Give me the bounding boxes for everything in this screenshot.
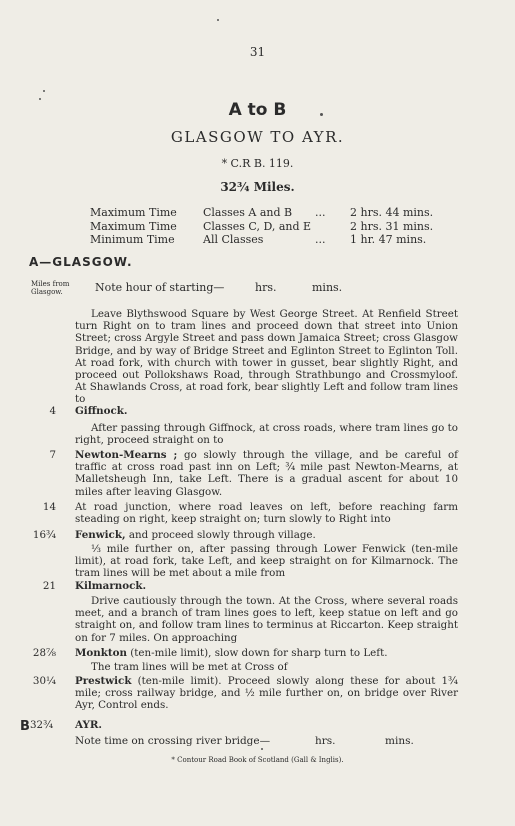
time-label: Maximum Time [90, 206, 177, 219]
time-classes: Classes A and B [203, 206, 293, 219]
end-time-note [75, 735, 414, 747]
place-name: Giffnock. [75, 405, 128, 417]
directions: Drive cautiously through the town. At the Cross, where several roads meet, and a branch of tram lines goes to left, keep statue on left and go straight on, and follow tram lines to terminus at Riccarton. Keep straight on for 7 miles. On approaching [75, 595, 458, 644]
page-number: 31 [249, 45, 266, 59]
route-title: GLASGOW TO AYR. [170, 128, 345, 146]
directions-text: (ten-mile limit). Proceed slowly along these for about 1¾ mile; cross railway bridge, and ½ mile further on, on bridge over River Ayr, Control ends. [75, 675, 458, 712]
directions [75, 647, 458, 659]
place-name: Prestwick [75, 675, 132, 687]
miles-from-label [31, 280, 69, 296]
time-classes: Classes C, D, and E [203, 219, 312, 233]
directions: The tram lines will be met at Cross of [91, 661, 288, 673]
end-hrs: hrs. [315, 735, 336, 747]
time-label: Minimum Time [90, 233, 175, 246]
place-name: Monkton [75, 647, 127, 659]
heading: A to B [228, 100, 287, 120]
crb-reference: * C.R B. 119. [221, 157, 294, 170]
mile-marker: 14 [42, 501, 56, 513]
speck [320, 113, 323, 116]
directions: After passing through Giffnock, at cross roads, where tram lines go to right, proceed straight on to [75, 422, 458, 447]
time-label: Maximum Time [90, 219, 177, 233]
miles-from-line: Glasgow. [31, 288, 63, 296]
directions [75, 675, 458, 712]
mile-marker: 7 [49, 449, 56, 461]
time-duration: 1 hr. 47 mins. [350, 233, 427, 246]
place-name: Fenwick, [75, 529, 126, 541]
start-mins: mins. [312, 281, 343, 294]
directions [75, 449, 458, 498]
start-note-text: Note hour of starting— [95, 281, 225, 294]
speck [217, 19, 219, 21]
mile-marker: 4 [49, 405, 56, 417]
mile-marker: 16¾ [32, 529, 56, 541]
miles-from-line: Miles from [31, 280, 70, 288]
mile-marker: 21 [42, 580, 56, 592]
place-name: Kilmarnock. [75, 580, 147, 592]
time-classes: All Classes [203, 233, 264, 246]
speck [261, 748, 263, 750]
mile-marker: 32¾ [30, 719, 54, 731]
mile-marker: 28⅞ [32, 647, 56, 659]
place-name: AYR. [75, 719, 102, 731]
speck [43, 90, 45, 92]
speck [39, 98, 41, 100]
end-mins: mins. [385, 735, 414, 747]
directions-text: go slowly through the village, and be careful of traffic at cross road past inn on Left; ¾ mile past Newton-Mearns, at Malletsheugh Inn, take Left. There is a gradual ascent for about 10 miles after leaving Glasgow. [75, 449, 458, 498]
time-dots: ... [315, 206, 326, 219]
section-a-heading: A—GLASGOW. [29, 255, 133, 269]
directions [75, 529, 458, 541]
place-name: Newton-Mearns ; [75, 449, 178, 461]
directions: ⅓ mile further on, after passing through Lower Fenwick (ten-mile limit), at road fork, take Left, and keep straight on for Kilmarnock. The tram lines will be met about a mile from [75, 543, 458, 580]
time-duration: 2 hrs. 31 mins. [350, 219, 434, 233]
directions-text: (ten-mile limit), slow down for sharp turn to Left. [127, 647, 388, 659]
footnote: * Contour Road Book of Scotland (Gall & Inglis). [171, 756, 344, 764]
directions: At road junction, where road leaves on left, before reaching farm steading on right, keep straight on; turn slowly to Right into [75, 501, 458, 526]
start-hrs: hrs. [255, 281, 277, 294]
start-time-note [95, 281, 343, 294]
mile-marker: 30¼ [32, 675, 56, 687]
distance: 32¾ Miles. [220, 180, 295, 194]
section-b-marker: B [20, 719, 30, 734]
end-note-text: Note time on crossing river bridge— [75, 735, 271, 747]
time-duration: 2 hrs. 44 mins. [350, 206, 434, 219]
directions-text: and proceed slowly through village. [125, 529, 316, 541]
intro-directions: Leave Blythswood Square by West George Street. At Renfield Street turn Right on to tram lines and proceed down that street into Union Street; cross Argyle Street and pass down Jamaica Street; cross Glasgow Bridge, and by way of Bridge Street and Eglinton Street to Eglinton Toll. At road fork, with church with tower in gusset, bear slightly Right, and proceed out Pollokshaws Road, through Strathbungo and Crossmyloof. At Shawlands Cross, at road fork, bear slightly Left and follow tram lines to [75, 308, 458, 406]
time-dots: ... [315, 233, 326, 246]
